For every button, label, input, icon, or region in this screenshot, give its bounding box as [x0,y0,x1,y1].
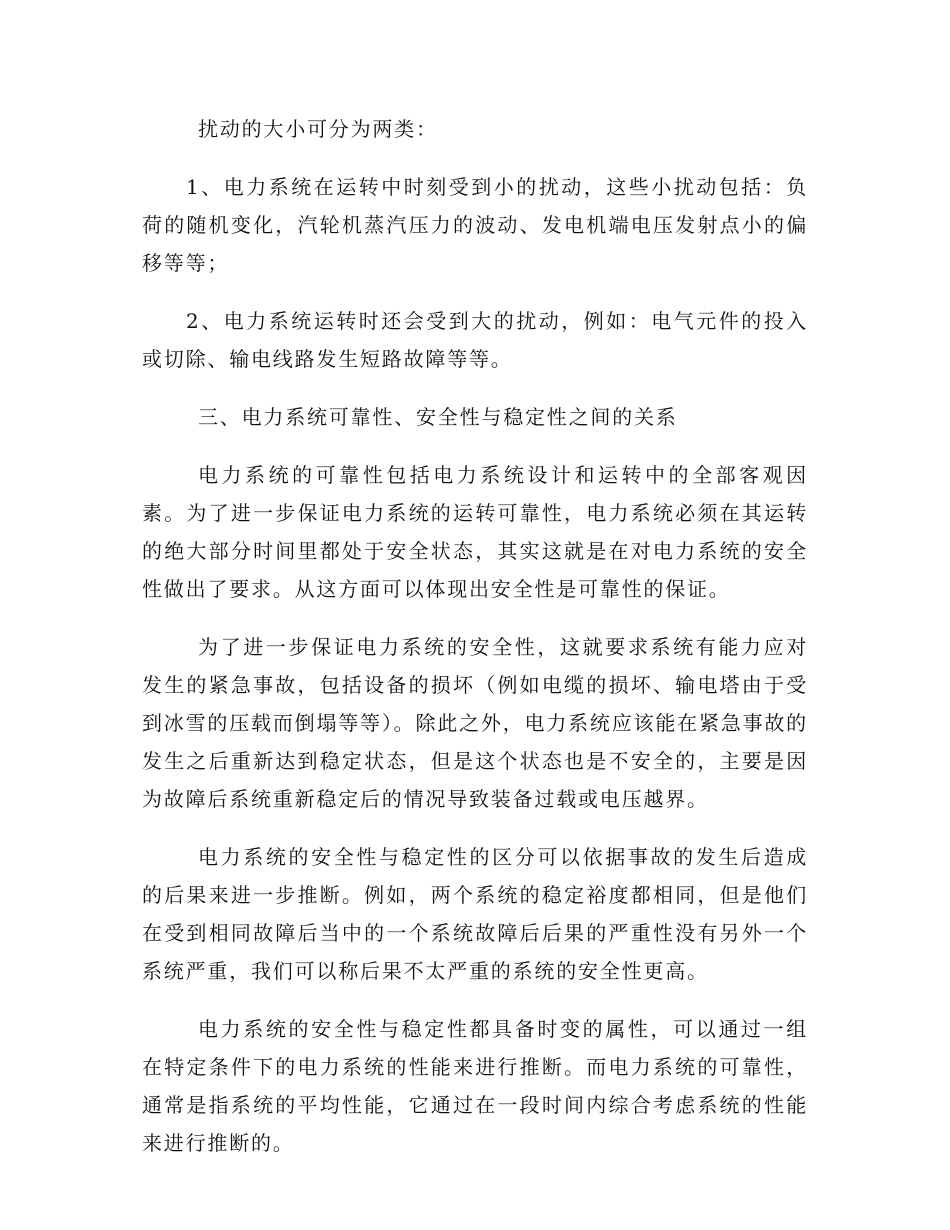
list-item-large-disturbance: 2、电力系统运转时还会受到大的扰动，例如：电气元件的投入或切除、输电线路发生短路故障等等。 [142,309,808,371]
document-body [142,110,808,1182]
paragraph-time-variant: 电力系统的安全性与稳定性都具备时变的属性，可以通过一组在特定条件下的电力系统的性能来进行推断。而电力系统的可靠性，通常是指系统的平均性能，它通过在一段时间内综合考虑系统的性能来进行推断的。 [142,1017,808,1155]
paragraph-security: 为了进一步保证电力系统的安全性，这就要求系统有能力应对发生的紧急事故，包括设备的损坏（例如电缆的损坏、输电塔由于受到冰雪的压载而倒塌等等）。除此之外，电力系统应该能在紧急事故的发生之后重新达到稳定状态，但是这个状态也是不安全的，主要是因为故障后系统重新稳定后的情况导致装备过载或电压越界。 [142,635,808,811]
paragraph-intro: 扰动的大小可分为两类： [198,117,438,141]
section-heading: 三、电力系统可靠性、安全性与稳定性之间的关系 [198,405,678,429]
paragraph-distinction: 电力系统的安全性与稳定性的区分可以依据事故的发生后造成的后果来进一步推断。例如，两个系统的稳定裕度都相同，但是他们在受到相同故障后当中的一个系统故障后后果的严重性没有另外一个系统严重，我们可以称后果不太严重的系统的安全性更高。 [142,845,808,983]
list-item-small-disturbance: 1、电力系统在运转中时刻受到小的扰动，这些小扰动包括：负荷的随机变化，汽轮机蒸汽压力的波动、发电机端电压发射点小的偏移等等； [142,175,808,275]
paragraph-reliability: 电力系统的可靠性包括电力系统设计和运转中的全部客观因素。为了进一步保证电力系统的运转可靠性，电力系统必须在其运转的绝大部分时间里都处于安全状态，其实这就是在对电力系统的安全性做出了要求。从这方面可以体现出安全性是可靠性的保证。 [142,463,808,601]
